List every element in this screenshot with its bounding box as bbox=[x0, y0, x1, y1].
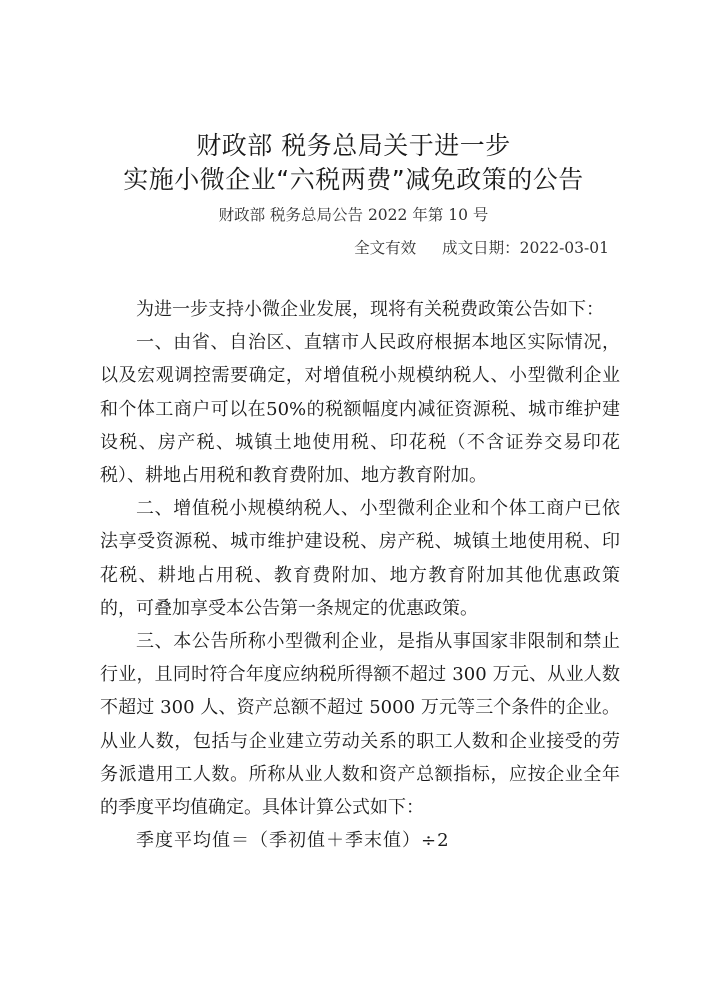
document-number: 财政部 税务总局公告 2022 年第 10 号 bbox=[218, 206, 489, 224]
meta-line bbox=[354, 236, 609, 258]
issue-date: 成文日期：2022-03-01 bbox=[442, 239, 609, 257]
body-text bbox=[100, 293, 620, 857]
paragraph-article-1: 一、由省、自治区、直辖市人民政府根据本地区实际情况，以及宏观调控需要确定，对增值税小规模纳税人、小型微利企业和个体工商户可以在50%的税额幅度内减征资源税、城市维护建设税、房产税、城镇土地使用税、印花税（不含证券交易印花税）、耕地占用税和教育费附加、地方教育附加。 bbox=[100, 332, 620, 487]
paragraph-intro: 为进一步支持小微企业发展，现将有关税费政策公告如下： bbox=[136, 299, 604, 320]
validity-status: 全文有效 bbox=[354, 239, 417, 257]
title-line-2: 实施小微企业“六税两费”减免政策的公告 bbox=[123, 165, 584, 194]
formula-line: 季度平均值＝（季初值＋季末值）÷2 bbox=[136, 830, 450, 852]
title-line-1: 财政部 税务总局关于进一步 bbox=[196, 131, 511, 160]
paragraph-article-3: 三、本公告所称小型微利企业，是指从事国家非限制和禁止行业，且同时符合年度应纳税所得额不超过 300 万元、从业人数不超过 300 人、资产总额不超过 5000 万元等三个条件的企业。从业人数，包括与企业建立劳动关系的职工人数和企业接受的劳务派遣用工人数。所称从业人数和资产总额指标，应按企业全年的季度平均值确定。具体计算公式如下： bbox=[100, 631, 620, 819]
paragraph-article-2: 二、增值税小规模纳税人、小型微利企业和个体工商户已依法享受资源税、城市维护建设税、房产税、城镇土地使用税、印花税、耕地占用税、教育费附加、地方教育附加其他优惠政策的，可叠加享受本公告第一条规定的优惠政策。 bbox=[100, 498, 620, 619]
